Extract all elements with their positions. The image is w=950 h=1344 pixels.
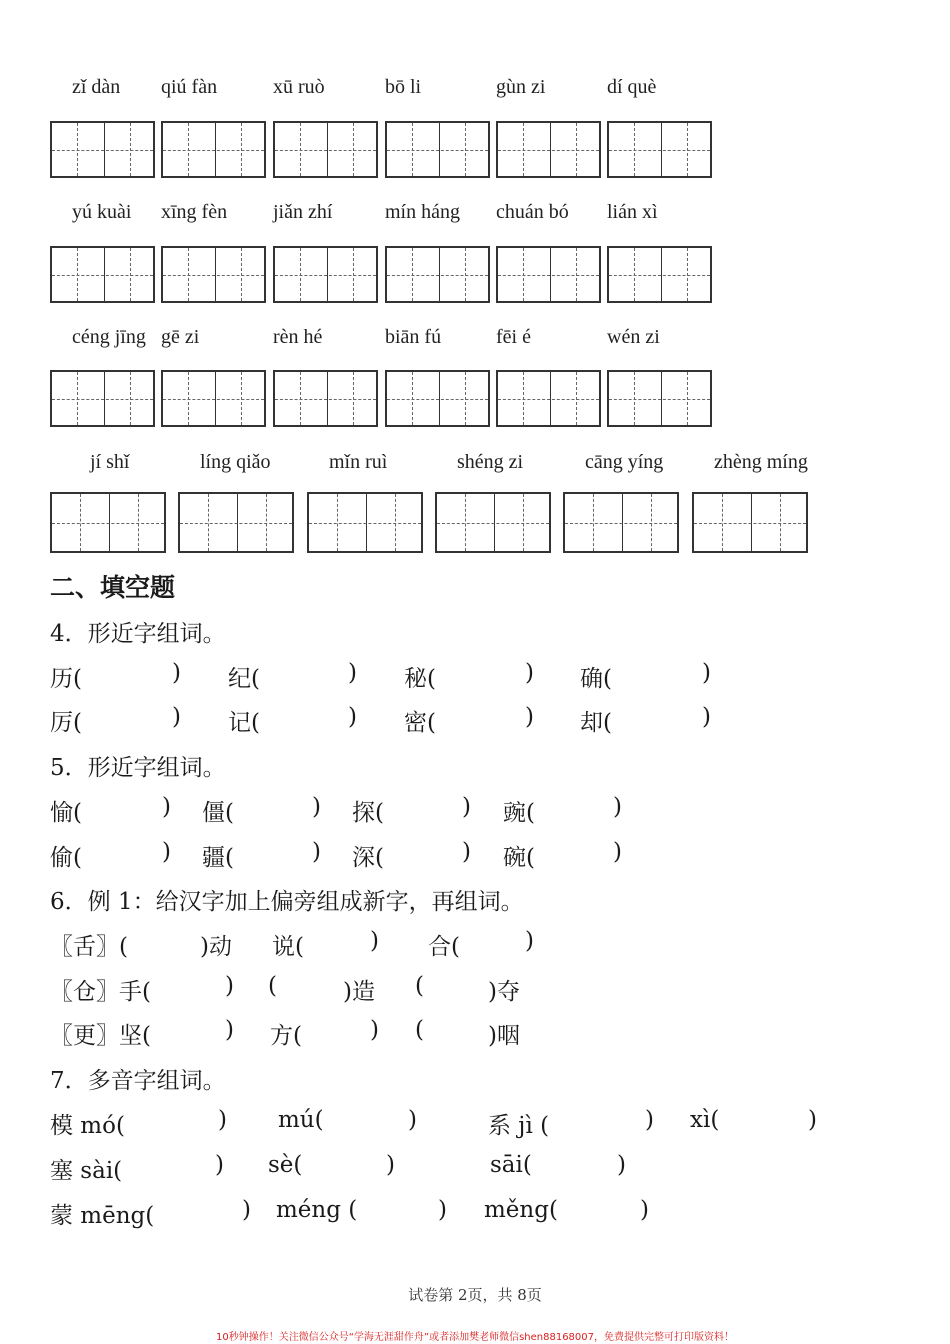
pinyin-label: biān fú — [385, 326, 442, 348]
q5-r2-item3: 深( — [352, 845, 384, 871]
q7-r3-c: méng ( — [276, 1197, 358, 1223]
q6-r1-a: 〖舌〗( — [50, 934, 128, 960]
q5-r2-close2: ) — [312, 839, 321, 865]
q6-r2-b: ) — [225, 973, 234, 999]
section-title: 二、填空题 — [50, 573, 176, 602]
q5-r2-item2: 疆( — [202, 845, 234, 871]
tianzige-answer-box[interactable] — [607, 246, 712, 303]
question-4-title: 4．形近字组词。 — [50, 621, 226, 647]
q5-r2-close4: ) — [613, 839, 622, 865]
q4-r2-item1: 厉( — [50, 710, 82, 736]
pinyin-label: líng qiǎo — [200, 451, 271, 473]
q4-r1-item1: 历( — [50, 666, 82, 692]
pinyin-label: shéng zi — [457, 451, 524, 473]
tianzige-answer-box[interactable] — [496, 246, 601, 303]
tianzige-answer-box[interactable] — [178, 492, 294, 553]
q5-r1-item1: 愉( — [50, 800, 82, 826]
q7-r2-c: sè( — [268, 1152, 303, 1178]
promo-banner: 10秒钟操作！关注微信公众号“学海无涯甜作舟”或者添加樊老师微信shen88168007，免费提供完整可打印版资料！ — [215, 1332, 735, 1343]
tianzige-answer-box[interactable] — [161, 370, 266, 427]
q6-r3-a: 〖更〗坚( — [50, 1023, 151, 1049]
q6-r2-f: )夺 — [488, 979, 520, 1005]
question-7-title: 7．多音字组词。 — [50, 1068, 226, 1094]
q6-r1-e: 合( — [428, 934, 460, 960]
q4-r2-close1: ) — [172, 704, 181, 730]
q7-r3-d: ) — [438, 1197, 447, 1223]
q6-r1-c: 说( — [272, 934, 304, 960]
q7-r1-c: mú( — [278, 1107, 324, 1133]
q4-r2-close2: ) — [348, 704, 357, 730]
q5-r2-close1: ) — [162, 839, 171, 865]
q4-r2-close4: ) — [702, 704, 711, 730]
q6-r1-d: ) — [370, 928, 379, 954]
q4-r2-close3: ) — [525, 704, 534, 730]
tianzige-answer-box[interactable] — [607, 370, 712, 427]
q5-r1-close1: ) — [162, 794, 171, 820]
q7-r2-f: ) — [617, 1152, 626, 1178]
tianzige-answer-box[interactable] — [496, 370, 601, 427]
q6-r1-f: ) — [525, 928, 534, 954]
pinyin-label: gē zi — [161, 326, 200, 348]
q7-r1-h: ) — [808, 1107, 817, 1133]
pinyin-label: céng jīng — [72, 326, 146, 348]
pinyin-label: gùn zi — [496, 76, 546, 98]
pinyin-label: qiú fàn — [161, 76, 218, 98]
q4-r1-close3: ) — [525, 660, 534, 686]
pinyin-label: cāng yíng — [585, 451, 664, 473]
q5-r1-close2: ) — [312, 794, 321, 820]
q5-r2-item4: 碗( — [503, 845, 535, 871]
q6-r3-e: ( — [415, 1017, 424, 1043]
page-footer: 试卷第 2页，共 8页 — [408, 1286, 542, 1304]
q7-r1-f: ) — [645, 1107, 654, 1133]
q6-r3-f: )咽 — [488, 1023, 520, 1049]
q5-r2-close3: ) — [462, 839, 471, 865]
tianzige-answer-box[interactable] — [50, 370, 155, 427]
q4-r1-item3: 秘( — [404, 666, 436, 692]
q4-r2-item4: 却( — [580, 710, 612, 736]
tianzige-answer-box[interactable] — [307, 492, 423, 553]
tianzige-answer-box[interactable] — [385, 370, 490, 427]
q6-r2-d: )造 — [343, 979, 375, 1005]
q6-r2-e: ( — [415, 973, 424, 999]
pinyin-label: dí què — [607, 76, 657, 98]
q5-r1-close4: ) — [613, 794, 622, 820]
q4-r1-item4: 确( — [580, 666, 612, 692]
q7-r3-e: měng( — [484, 1197, 558, 1223]
pinyin-label: jí shǐ — [90, 451, 130, 473]
pinyin-label: zhèng míng — [714, 451, 808, 473]
q4-r2-item2: 记( — [228, 710, 260, 736]
q5-r2-item1: 偷( — [50, 845, 82, 871]
q7-r3-b: ) — [242, 1197, 251, 1223]
pinyin-label: xīng fèn — [161, 201, 228, 223]
q5-r1-item2: 僵( — [202, 800, 234, 826]
q6-r2-a: 〖仓〗手( — [50, 979, 151, 1005]
tianzige-answer-box[interactable] — [563, 492, 679, 553]
q4-r2-item3: 密( — [404, 710, 436, 736]
pinyin-label: rèn hé — [273, 326, 323, 348]
tianzige-answer-box[interactable] — [385, 246, 490, 303]
pinyin-label: lián xì — [607, 201, 658, 223]
q7-r3-a: 蒙 mēng( — [50, 1203, 155, 1229]
q7-r2-e: sāi( — [490, 1152, 532, 1178]
pinyin-label: mín háng — [385, 201, 460, 223]
pinyin-label: yú kuài — [72, 201, 132, 223]
pinyin-label: xū ruò — [273, 76, 325, 98]
q7-r1-g: xì( — [690, 1107, 720, 1133]
q7-r1-a: 模 mó( — [50, 1113, 125, 1139]
tianzige-answer-box[interactable] — [50, 121, 155, 178]
tianzige-answer-box[interactable] — [435, 492, 551, 553]
q5-r1-close3: ) — [462, 794, 471, 820]
tianzige-answer-box[interactable] — [161, 121, 266, 178]
tianzige-answer-box[interactable] — [161, 246, 266, 303]
tianzige-answer-box[interactable] — [50, 246, 155, 303]
tianzige-answer-box[interactable] — [273, 370, 378, 427]
q6-r3-c: 方( — [270, 1023, 302, 1049]
q7-r2-a: 塞 sài( — [50, 1158, 123, 1184]
tianzige-answer-box[interactable] — [496, 121, 601, 178]
tianzige-answer-box[interactable] — [50, 492, 166, 553]
pinyin-label: zǐ dàn — [72, 76, 121, 98]
tianzige-answer-box[interactable] — [273, 246, 378, 303]
q7-r1-b: ) — [218, 1107, 227, 1133]
q5-r1-item4: 豌( — [503, 800, 535, 826]
tianzige-answer-box[interactable] — [273, 121, 378, 178]
question-6-title: 6．例 1：给汉字加上偏旁组成新字，再组词。 — [50, 889, 524, 915]
q4-r1-close4: ) — [702, 660, 711, 686]
q7-r1-d: ) — [408, 1107, 417, 1133]
tianzige-answer-box[interactable] — [607, 121, 712, 178]
pinyin-label: mǐn ruì — [329, 451, 388, 473]
q5-r1-item3: 探( — [352, 800, 384, 826]
pinyin-label: fēi é — [496, 326, 531, 348]
q7-r3-f: ) — [640, 1197, 649, 1223]
q7-r1-e: 系 jì ( — [488, 1113, 550, 1139]
q6-r2-c: ( — [268, 973, 277, 999]
q6-r3-b: ) — [225, 1017, 234, 1043]
q4-r1-close2: ) — [348, 660, 357, 686]
question-5-title: 5．形近字组词。 — [50, 755, 226, 781]
q7-r2-d: ) — [386, 1152, 395, 1178]
pinyin-label: wén zi — [607, 326, 660, 348]
pinyin-label: bō li — [385, 76, 422, 98]
q4-r1-close1: ) — [172, 660, 181, 686]
pinyin-label: jiǎn zhí — [273, 201, 333, 223]
tianzige-answer-box[interactable] — [692, 492, 808, 553]
tianzige-answer-box[interactable] — [385, 121, 490, 178]
pinyin-label: chuán bó — [496, 201, 569, 223]
q7-r2-b: ) — [215, 1152, 224, 1178]
q4-r1-item2: 纪( — [228, 666, 260, 692]
q6-r3-d: ) — [370, 1017, 379, 1043]
q6-r1-b: )动 — [200, 934, 232, 960]
